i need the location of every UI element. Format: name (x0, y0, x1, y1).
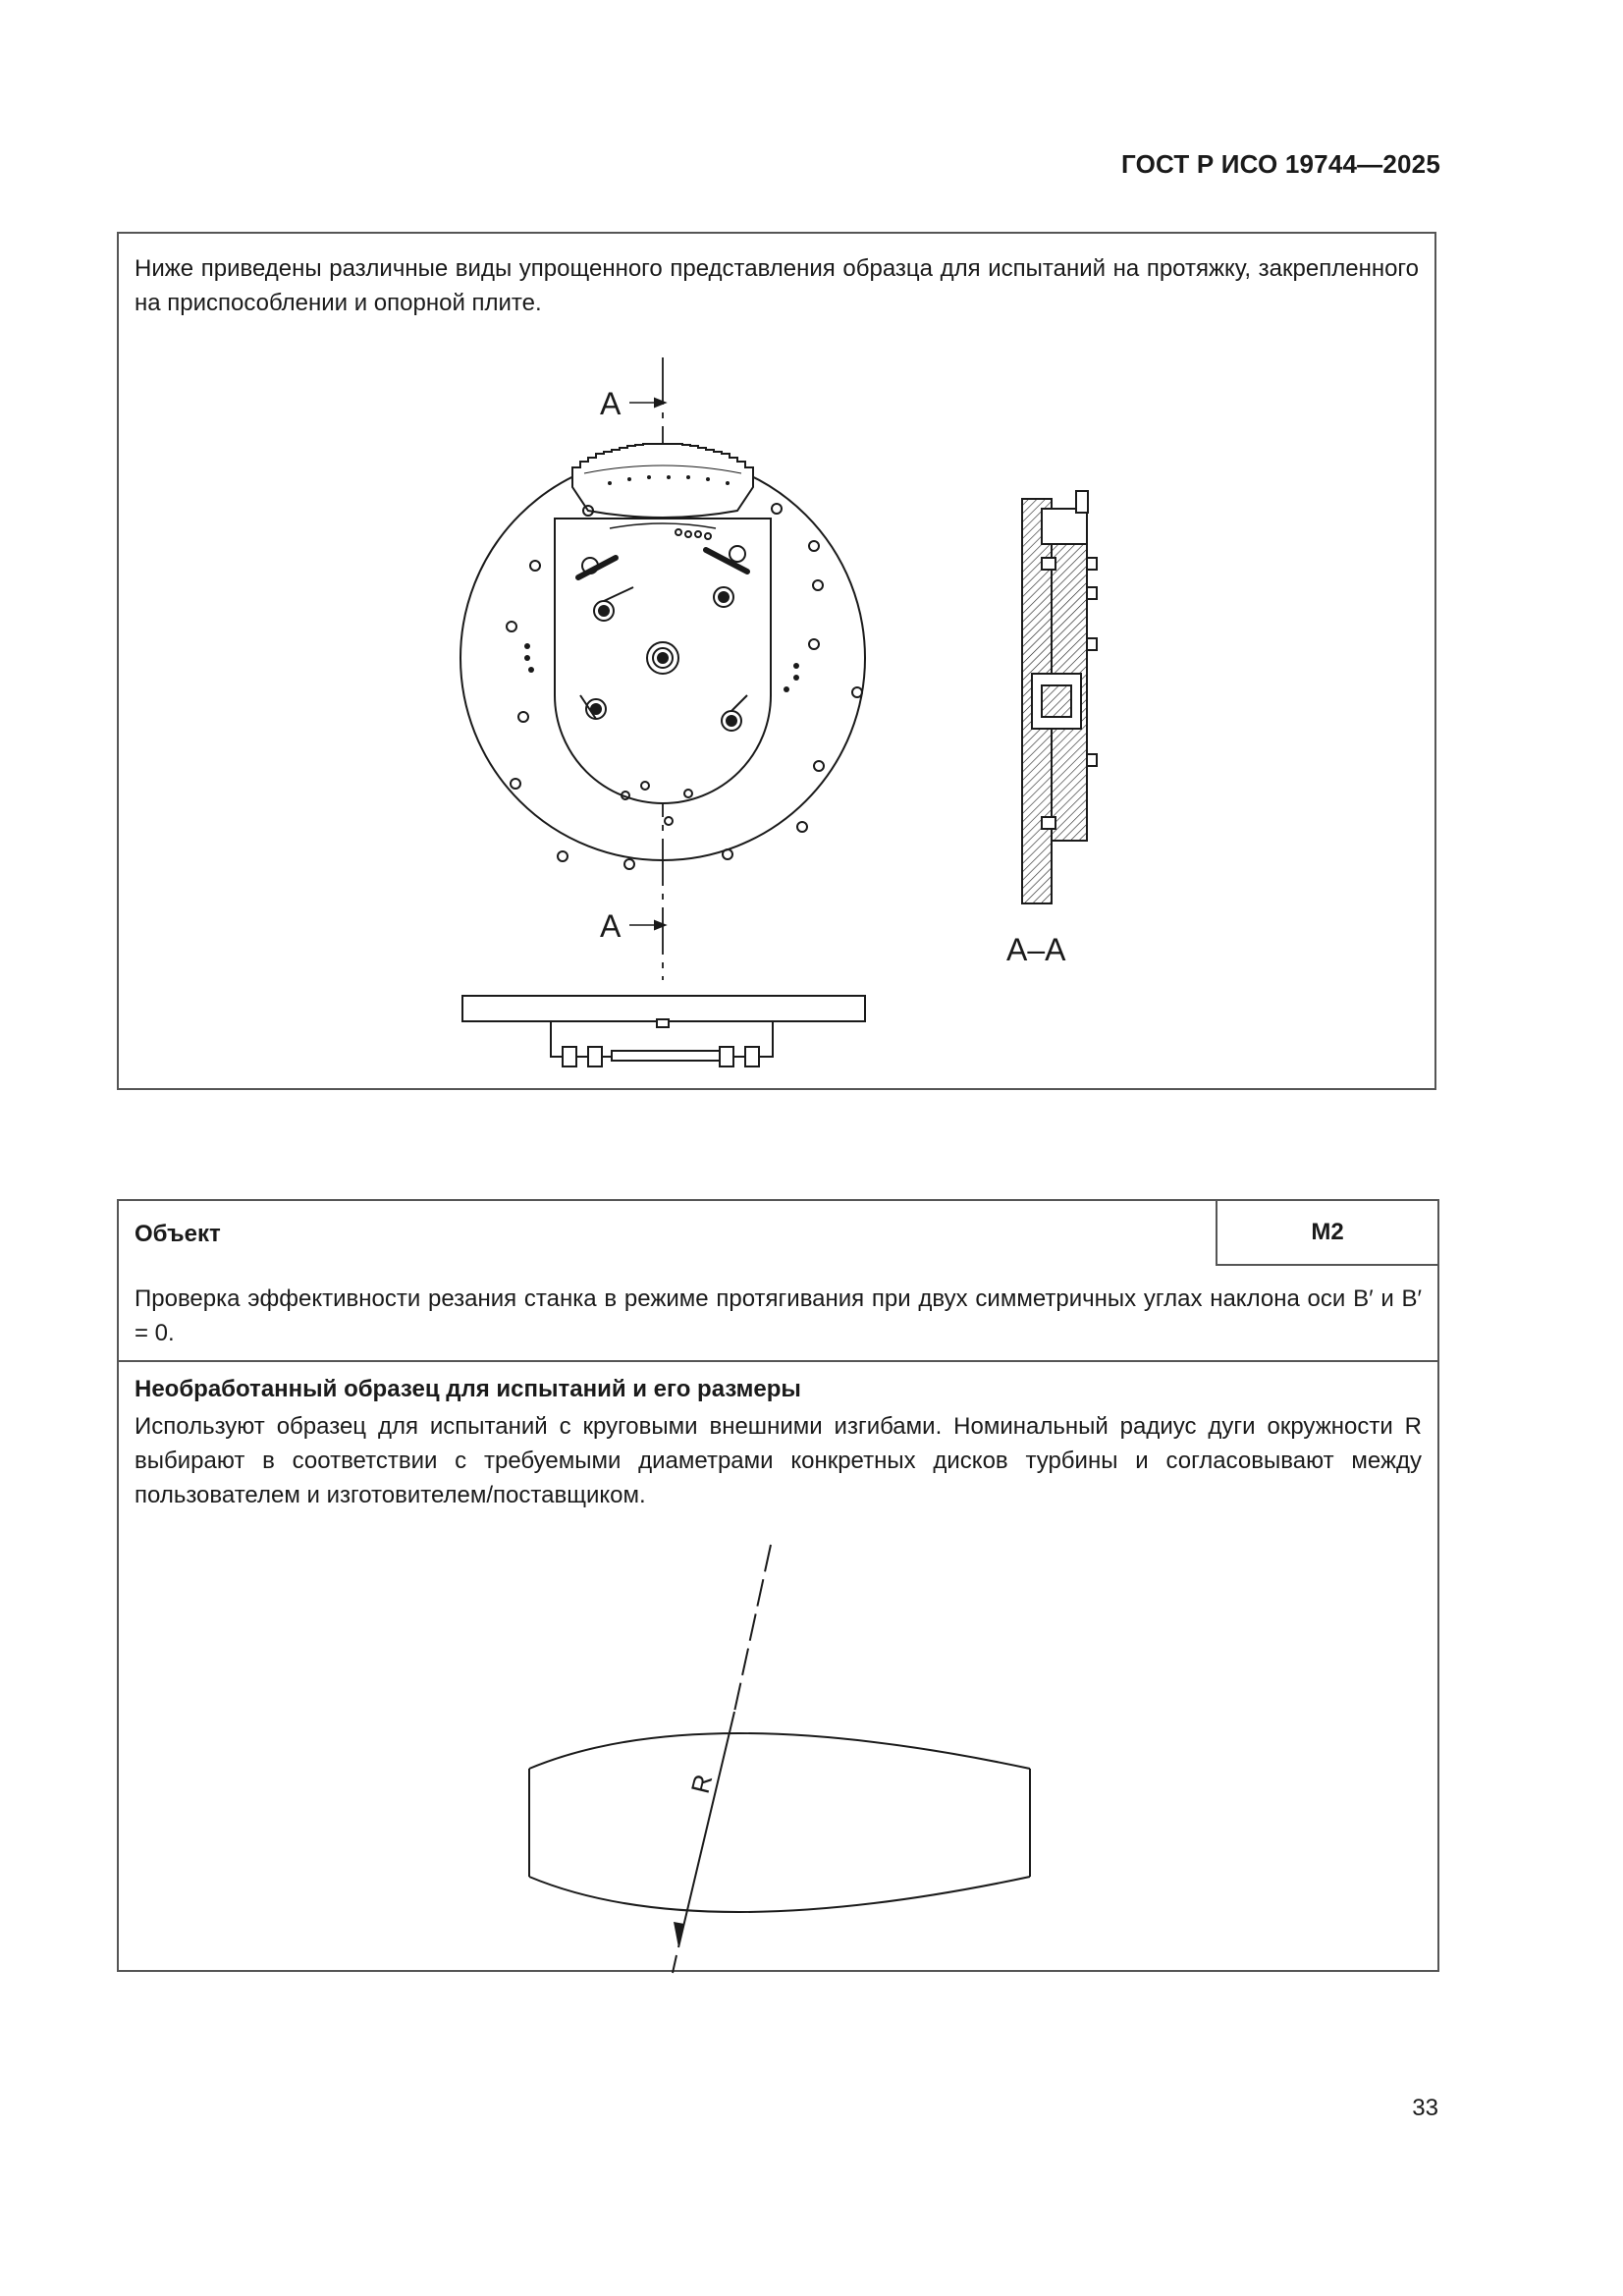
blank-description: Используют образец для испытаний с круговыми внешними изгибами. Номинальный радиус дуги окружности R выбирают в соответствии с требуемыми диаметрами конкретных дисков турбины и согласовывают между пользователем и изготовителем/поставщиком. (135, 1413, 1422, 1508)
page-number: 33 (1412, 2095, 1438, 2121)
object-description: Проверка эффективности резания станка в режиме протягивания при двух симметричных углах наклона оси B′ и B′ = 0. (135, 1285, 1422, 1346)
blank-title: Необработанный образец для испытаний и его размеры (135, 1376, 801, 1402)
fixture-bottom-view (119, 234, 1438, 1092)
object-table (117, 1199, 1439, 1972)
figure-intro-text: Ниже приведены различные виды упрощенного представления образца для испытаний на протяжку, закрепленного на приспособлении и опорной плите. (135, 255, 1419, 316)
object-code: M2 (1216, 1201, 1437, 1266)
section-marker-top: А (600, 386, 622, 421)
object-label: Объект (135, 1221, 221, 1247)
section-marker-bottom: А (600, 908, 622, 944)
standard-header: ГОСТ Р ИСО 19744—2025 (1120, 149, 1440, 179)
blank-sample-drawing (119, 1201, 1441, 1974)
section-view-label: А–А (1006, 932, 1066, 967)
figure-frame (117, 232, 1436, 1090)
radius-label: R (684, 1771, 719, 1797)
